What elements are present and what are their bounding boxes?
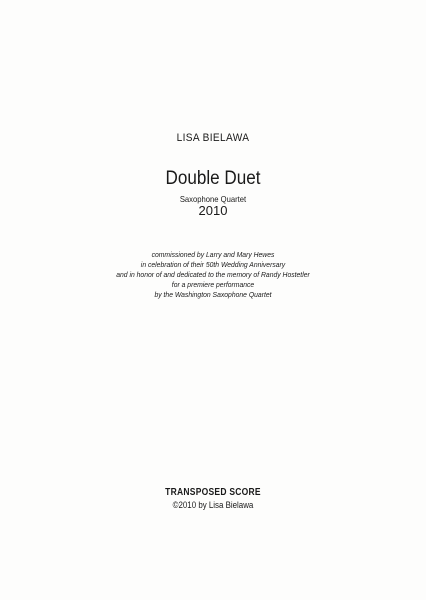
dedication-line: and in honor of and dedicated to the memory of Randy Hostetler xyxy=(116,270,310,279)
dedication-block xyxy=(17,250,409,300)
instrumentation-subtitle: Saxophone Quartet xyxy=(179,194,247,204)
copyright-notice: ©2010 by Lisa Bielawa xyxy=(172,500,254,510)
dedication-line: in celebration of their 50th Wedding Anniversary xyxy=(140,260,286,269)
dedication-line: for a premiere performance xyxy=(171,280,255,289)
composition-year: 2010 xyxy=(198,203,228,218)
composer-name: LISA BIELAWA xyxy=(176,132,250,144)
dedication-line: commissioned by Larry and Mary Hewes xyxy=(151,250,275,259)
score-type-label: TRANSPOSED SCORE xyxy=(165,487,261,498)
dedication-line: by the Washington Saxophone Quartet xyxy=(154,290,272,299)
work-title: Double Duet xyxy=(165,168,261,189)
